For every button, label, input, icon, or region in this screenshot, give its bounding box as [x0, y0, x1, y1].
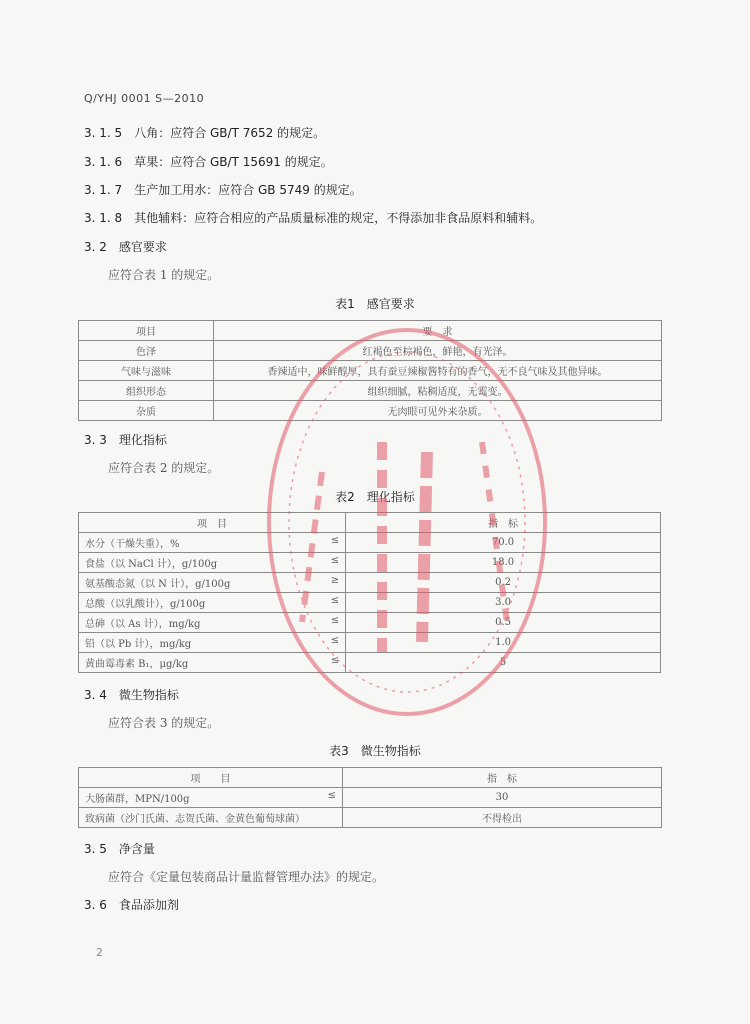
table-cell: 香辣适中，味鲜醇厚，具有蚕豆辣椒酱特有的香气，无不良气味及其他异味。 [214, 361, 662, 381]
table-header-cell: 项 目 [79, 513, 346, 533]
section-number: 3. 5 [84, 842, 107, 856]
table-row [79, 341, 662, 361]
item-name: 总酸（以乳酸计），g/100g [85, 599, 206, 610]
item-name: 氨基酸态氮（以 N 计），g/100g [85, 579, 231, 590]
table-cell [79, 788, 343, 808]
section-title: 微生物指标 [118, 688, 179, 702]
table-cell [79, 593, 346, 613]
table-row [79, 633, 661, 653]
section-3-5-paragraph: 应符合《定量包装商品计量监督管理办法》的规定。 [108, 870, 385, 884]
section-number: 3. 2 [84, 240, 107, 254]
table-row [79, 553, 661, 573]
comparator: ≤ [330, 535, 340, 546]
comparator: ≤ [327, 790, 336, 801]
section-title: 感官要求 [118, 240, 167, 254]
table-cell [79, 653, 346, 673]
table-cell: 杂质 [79, 401, 214, 421]
table-row [79, 593, 661, 613]
table3-caption: 表3 微生物指标 [329, 744, 421, 758]
clause-text: 生产加工用水：应符合 GB 5749 的规定。 [134, 183, 362, 197]
table-cell: 组织细腻，粘稠适度，无霉变。 [214, 381, 662, 401]
section-number: 3. 4 [84, 688, 107, 702]
table-cell: 无肉眼可见外来杂质。 [214, 401, 662, 421]
table-header-row [79, 768, 662, 788]
table-cell: 30 [343, 788, 662, 808]
table-header-cell: 项 目 [79, 768, 343, 788]
comparator: ≤ [330, 635, 340, 646]
clause-text: 草果：应符合 GB/T 15691 的规定。 [134, 155, 333, 169]
section-3-2-paragraph: 应符合表 1 的规定。 [108, 268, 220, 282]
table-cell: 红褐色至棕褐色，鲜艳，有光泽。 [214, 341, 662, 361]
table-cell [79, 533, 346, 553]
section-3-4-paragraph: 应符合表 3 的规定。 [108, 716, 220, 730]
table-header-cell: 指 标 [346, 513, 661, 533]
clause-text: 八角：应符合 GB/T 7652 的规定。 [134, 126, 326, 140]
table-row [79, 653, 661, 673]
clause-text: 其他辅料：应符合相应的产品质量标准的规定，不得添加非食品原料和辅料。 [134, 211, 543, 225]
clause-number: 3. 1. 8 [84, 211, 123, 225]
section-title: 净含量 [118, 842, 155, 856]
table2-physicochemical [78, 512, 661, 673]
section-3-2-heading [84, 238, 167, 255]
table-row [79, 573, 661, 593]
table-row [79, 533, 661, 553]
table-header-row [79, 513, 661, 533]
table-cell: 色泽 [79, 341, 214, 361]
clause-number: 3. 1. 7 [84, 183, 123, 197]
clause-3-1-7 [84, 181, 362, 198]
table-cell [79, 633, 346, 653]
table-row [79, 381, 662, 401]
section-3-3-paragraph: 应符合表 2 的规定。 [108, 461, 220, 475]
table-row [79, 361, 662, 381]
table-cell: 致病菌（沙门氏菌、志贺氏菌、金黄色葡萄球菌） [79, 808, 343, 828]
section-3-5-heading [84, 840, 155, 857]
item-name: 大肠菌群，MPN/100g [85, 794, 190, 805]
table-cell [79, 573, 346, 593]
item-name: 铅（以 Pb 计），mg/kg [85, 639, 192, 650]
comparator: ≤ [330, 615, 340, 626]
table-cell: 1.0 [346, 633, 661, 653]
table-cell: 0.2 [346, 573, 661, 593]
table3-microbiological [78, 767, 662, 828]
section-number: 3. 6 [84, 898, 107, 912]
comparator: ≤ [330, 655, 340, 666]
clause-3-1-8 [84, 209, 542, 226]
comparator: ≤ [330, 555, 340, 566]
clause-3-1-6 [84, 153, 333, 170]
section-title: 理化指标 [118, 433, 167, 447]
table-header-row [79, 321, 662, 341]
table1-caption: 表1 感官要求 [335, 297, 415, 311]
section-3-3-heading [84, 431, 167, 448]
table-row [79, 401, 662, 421]
item-name: 总砷（以 As 计），mg/kg [85, 619, 201, 630]
item-name: 水分（干燥失重），% [85, 539, 180, 550]
clause-3-1-5 [84, 124, 325, 141]
table-header-cell: 项目 [79, 321, 214, 341]
clause-number: 3. 1. 5 [84, 126, 123, 140]
table-cell: 0.5 [346, 613, 661, 633]
table-row [79, 788, 662, 808]
table2-caption: 表2 理化指标 [335, 490, 415, 504]
table-cell: 3.0 [346, 593, 661, 613]
table-header-cell: 指 标 [343, 768, 662, 788]
item-name: 黄曲霉毒素 B₁，μg/kg [85, 659, 189, 670]
table-cell [79, 613, 346, 633]
section-title: 食品添加剂 [118, 898, 179, 912]
table-cell: 18.0 [346, 553, 661, 573]
table-cell: 不得检出 [343, 808, 662, 828]
comparator: ≥ [330, 575, 340, 586]
table-cell [79, 553, 346, 573]
table-cell: 5 [346, 653, 661, 673]
section-3-4-heading [84, 686, 179, 703]
table-header-cell: 要 求 [214, 321, 662, 341]
section-number: 3. 3 [84, 433, 107, 447]
table-cell: 70.0 [346, 533, 661, 553]
item-name: 食盐（以 NaCl 计），g/100g [85, 559, 218, 570]
table-cell: 气味与滋味 [79, 361, 214, 381]
section-3-6-heading [84, 896, 179, 913]
table-row [79, 613, 661, 633]
comparator: ≤ [330, 595, 340, 606]
document-code: Q/YHJ 0001 S—2010 [84, 92, 205, 105]
table-row [79, 808, 662, 828]
page-number: 2 [96, 946, 103, 959]
table-cell: 组织形态 [79, 381, 214, 401]
clause-number: 3. 1. 6 [84, 155, 123, 169]
table1-sensory [78, 320, 662, 421]
